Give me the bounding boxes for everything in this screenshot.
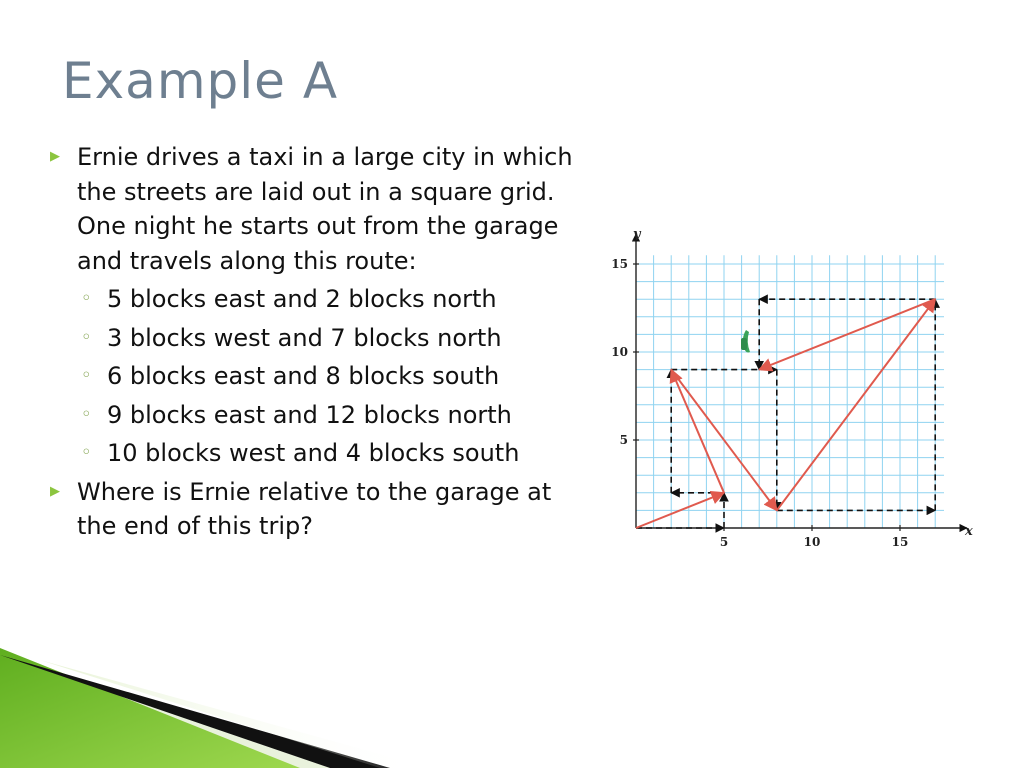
- sub-bullet-icon: ◦: [81, 288, 92, 309]
- route-step-text: 9 blocks east and 12 blocks north: [107, 400, 512, 429]
- intro-text: Ernie drives a taxi in a large city in which the streets are laid out in a square grid. One night he starts out from the garage and travels along this route:: [77, 143, 573, 275]
- sub-bullet-icon: ◦: [81, 403, 92, 425]
- x-tick-label: 15: [891, 535, 909, 549]
- route-step-text: 6 blocks east and 8 blocks south: [107, 362, 500, 390]
- bullet-arrow-icon: ▶: [50, 483, 60, 499]
- taxi-icon: [741, 330, 750, 353]
- route-step-text: 3 blocks west and 7 blocks north: [107, 323, 502, 352]
- bullet-arrow-icon: ▶: [50, 149, 60, 164]
- route-step-text: 10 blocks west and 4 blocks south: [107, 439, 520, 467]
- route-step-1: [48, 282, 578, 317]
- question-text: Where is Ernie relative to the garage at the end of this trip?: [77, 477, 552, 540]
- y-tick-label: 5: [619, 433, 628, 447]
- route-vector: [671, 370, 724, 493]
- route-step-text: 5 blocks east and 2 blocks north: [107, 285, 497, 313]
- sub-bullet-icon: ◦: [81, 442, 92, 463]
- x-axis-label: x: [965, 524, 973, 539]
- grid-lines: [636, 255, 944, 528]
- route-step-2: [48, 321, 578, 356]
- y-tick-label: 15: [611, 257, 628, 271]
- bullet-intro: [48, 140, 578, 278]
- x-tick-label: 5: [719, 535, 729, 549]
- route-step-5: [48, 436, 578, 471]
- route-step-4: [48, 398, 578, 433]
- y-tick-label: 10: [611, 345, 628, 359]
- route-vectors: [636, 299, 935, 528]
- slide-content: [48, 140, 578, 544]
- route-list: [48, 282, 578, 471]
- route-step-3: [48, 359, 578, 394]
- sub-bullet-icon: ◦: [81, 365, 92, 386]
- sub-bullet-icon: ◦: [81, 326, 92, 348]
- component-arrows: [636, 299, 935, 528]
- y-axis-label: y: [633, 227, 641, 242]
- x-tick-label: 10: [803, 535, 821, 549]
- slide-title: Example A: [62, 52, 339, 110]
- bullet-question: [48, 475, 578, 544]
- route-graph: [600, 220, 990, 550]
